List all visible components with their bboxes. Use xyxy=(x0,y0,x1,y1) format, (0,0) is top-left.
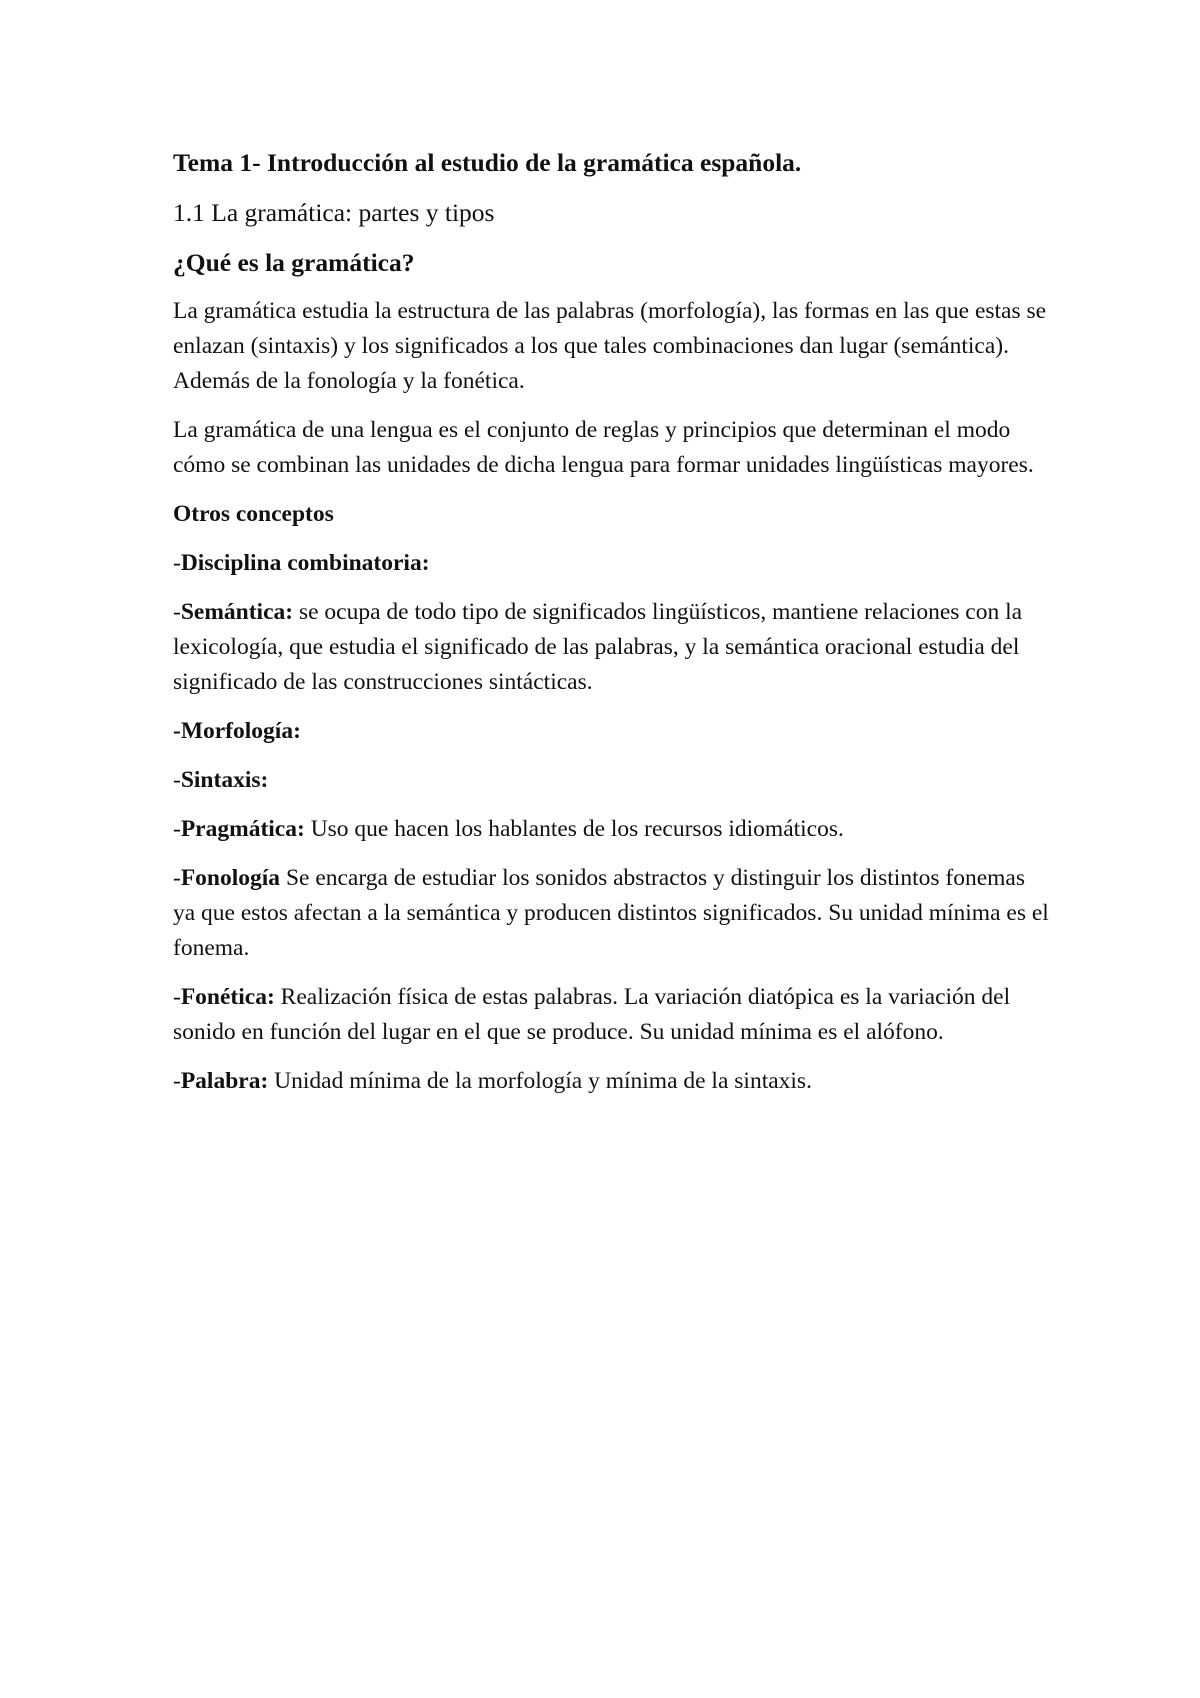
entry-prefix: - xyxy=(173,550,181,576)
entry-semantica xyxy=(173,595,1053,700)
entry-term: Semántica: xyxy=(180,599,294,625)
paragraph-rules: La gramática de una lengua es el conjunto de reglas y principios que determinan el modo cómo se combinan las unidades de dicha lengua para formar unidades lingüísticas mayores. xyxy=(173,417,1034,478)
document-page xyxy=(173,146,1053,1113)
entry-definition: Uso que hacen los hablantes de los recursos idiomáticos. xyxy=(304,816,844,842)
entry-definition: se ocupa de todo tipo de significados lingüísticos, mantiene relaciones con la lexicología, que estudia el significado de las palabras, y la semántica oracional estudia del significado de las construcciones sintácticas. xyxy=(173,599,1023,695)
entry-palabra xyxy=(173,1064,1053,1099)
entry-fonetica xyxy=(173,980,1053,1050)
entry-prefix: - xyxy=(173,1068,181,1094)
entry-term: Fonología xyxy=(180,865,281,891)
paragraph-definition: La gramática estudia la estructura de las palabras (morfología), las formas en las que estas se enlazan (sintaxis) y los significados a los que tales combinaciones dan lugar (semántica). Además de la fonología y la fonética. xyxy=(173,298,1047,394)
entry-prefix: - xyxy=(173,816,181,842)
entry-definition: Se encarga de estudiar los sonidos abstractos y distinguir los distintos fonemas ya que estos afectan a la semántica y producen distintos significados. Su unidad mínima es el fonema. xyxy=(173,865,1049,961)
entry-term: Palabra: xyxy=(180,1068,269,1094)
entry-disciplina-combinatoria xyxy=(173,546,1053,581)
entry-term: Pragmática: xyxy=(180,816,305,842)
entry-definition: Unidad mínima de la morfología y mínima de la sintaxis. xyxy=(268,1068,812,1094)
entry-prefix: - xyxy=(173,865,181,891)
entry-pragmatica xyxy=(173,812,1053,847)
entry-prefix: - xyxy=(173,767,181,793)
entry-term: -Morfología: xyxy=(173,718,301,744)
entry-term: Fonética: xyxy=(180,984,275,1010)
entry-prefix: - xyxy=(173,599,181,625)
section-subtitle: 1.1 La gramática: partes y tipos xyxy=(173,198,495,227)
entry-definition: Realización física de estas palabras. La variación diatópica es la variación del sonido en función del lugar en el que se produce. Su unidad mínima es el alófono. xyxy=(173,984,1011,1045)
entry-term: Sintaxis: xyxy=(180,767,269,793)
document-title: Tema 1- Introducción al estudio de la gramática española. xyxy=(173,148,802,177)
entry-prefix: - xyxy=(173,984,181,1010)
section-label-otros-conceptos: Otros conceptos xyxy=(173,501,334,527)
entry-fonologia xyxy=(173,861,1053,966)
question-heading: ¿Qué es la gramática? xyxy=(173,248,415,277)
entry-term: Disciplina combinatoria: xyxy=(180,550,430,576)
entry-morfologia xyxy=(173,714,1053,749)
entry-sintaxis xyxy=(173,763,1053,798)
